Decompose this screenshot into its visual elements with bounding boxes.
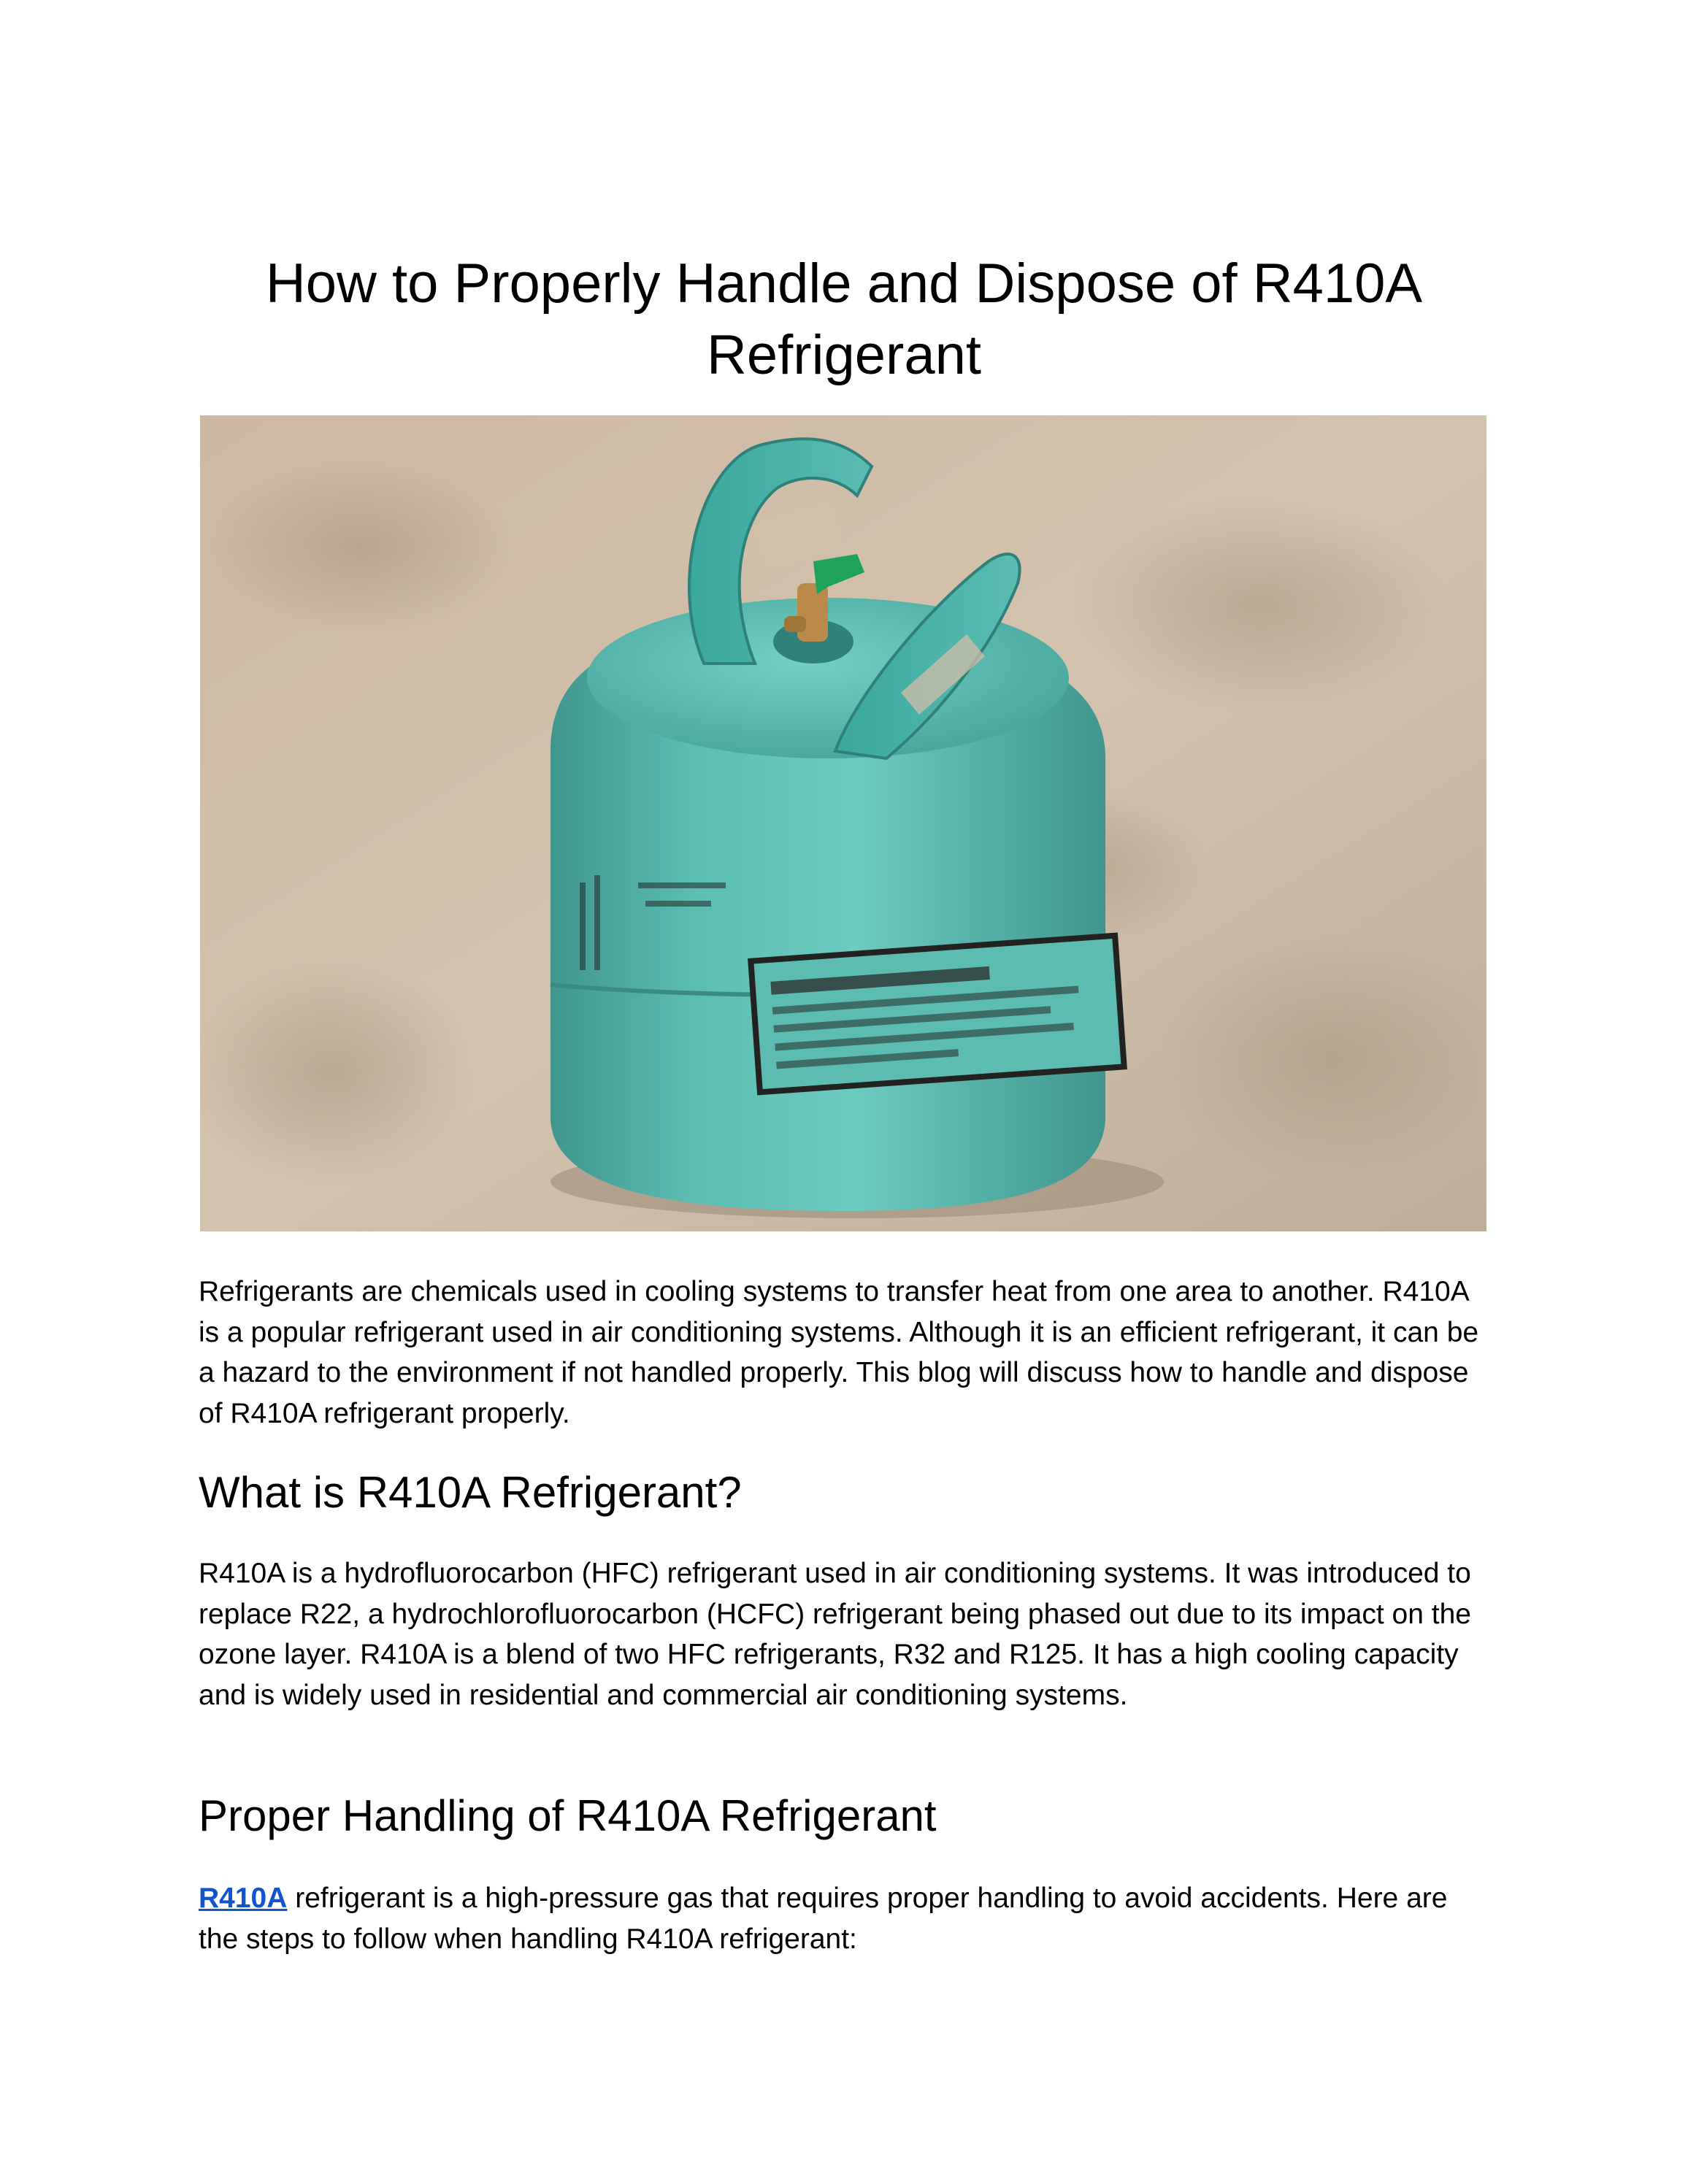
section-heading-proper-handling: Proper Handling of R410A Refrigerant xyxy=(199,1791,937,1840)
section-body-proper-handling xyxy=(199,1878,1489,1959)
refrigerant-cylinder-photo-icon xyxy=(200,415,1486,1231)
r410a-link[interactable]: R410A xyxy=(199,1883,288,1914)
section-body-proper-handling-text: refrigerant is a high-pressure gas that requires proper handling to avoid accidents. Here are the steps to follow when handling R410A refrigerant: xyxy=(199,1883,1448,1955)
intro-paragraph: Refrigerants are chemicals used in cooling systems to transfer heat from one area to another. R410A is a popular refrigerant used in air conditioning systems. Although it is an efficient refrigerant, it can be a hazard to the environment if not handled properly. This blog will discuss how to handle and dispose of R410A refrigerant properly. xyxy=(199,1276,1479,1429)
page-title: How to Properly Handle and Dispose of R410A Refrigerant xyxy=(265,253,1423,386)
section-heading-what-is-r410a: What is R410A Refrigerant? xyxy=(199,1468,742,1517)
section-body-what-is-r410a: R410A is a hydrofluorocarbon (HFC) refrigerant used in air conditioning systems. It was introduced to replace R22, a hydrochlorofluorocarbon (HCFC) refrigerant being phased out due to its impact on the ozone layer. R410A is a blend of two HFC refrigerants, R32 and R125. It has a high cooling capacity and is widely used in residential and commercial air conditioning systems. xyxy=(199,1558,1471,1711)
refrigerant-cylinder-image xyxy=(200,415,1486,1231)
